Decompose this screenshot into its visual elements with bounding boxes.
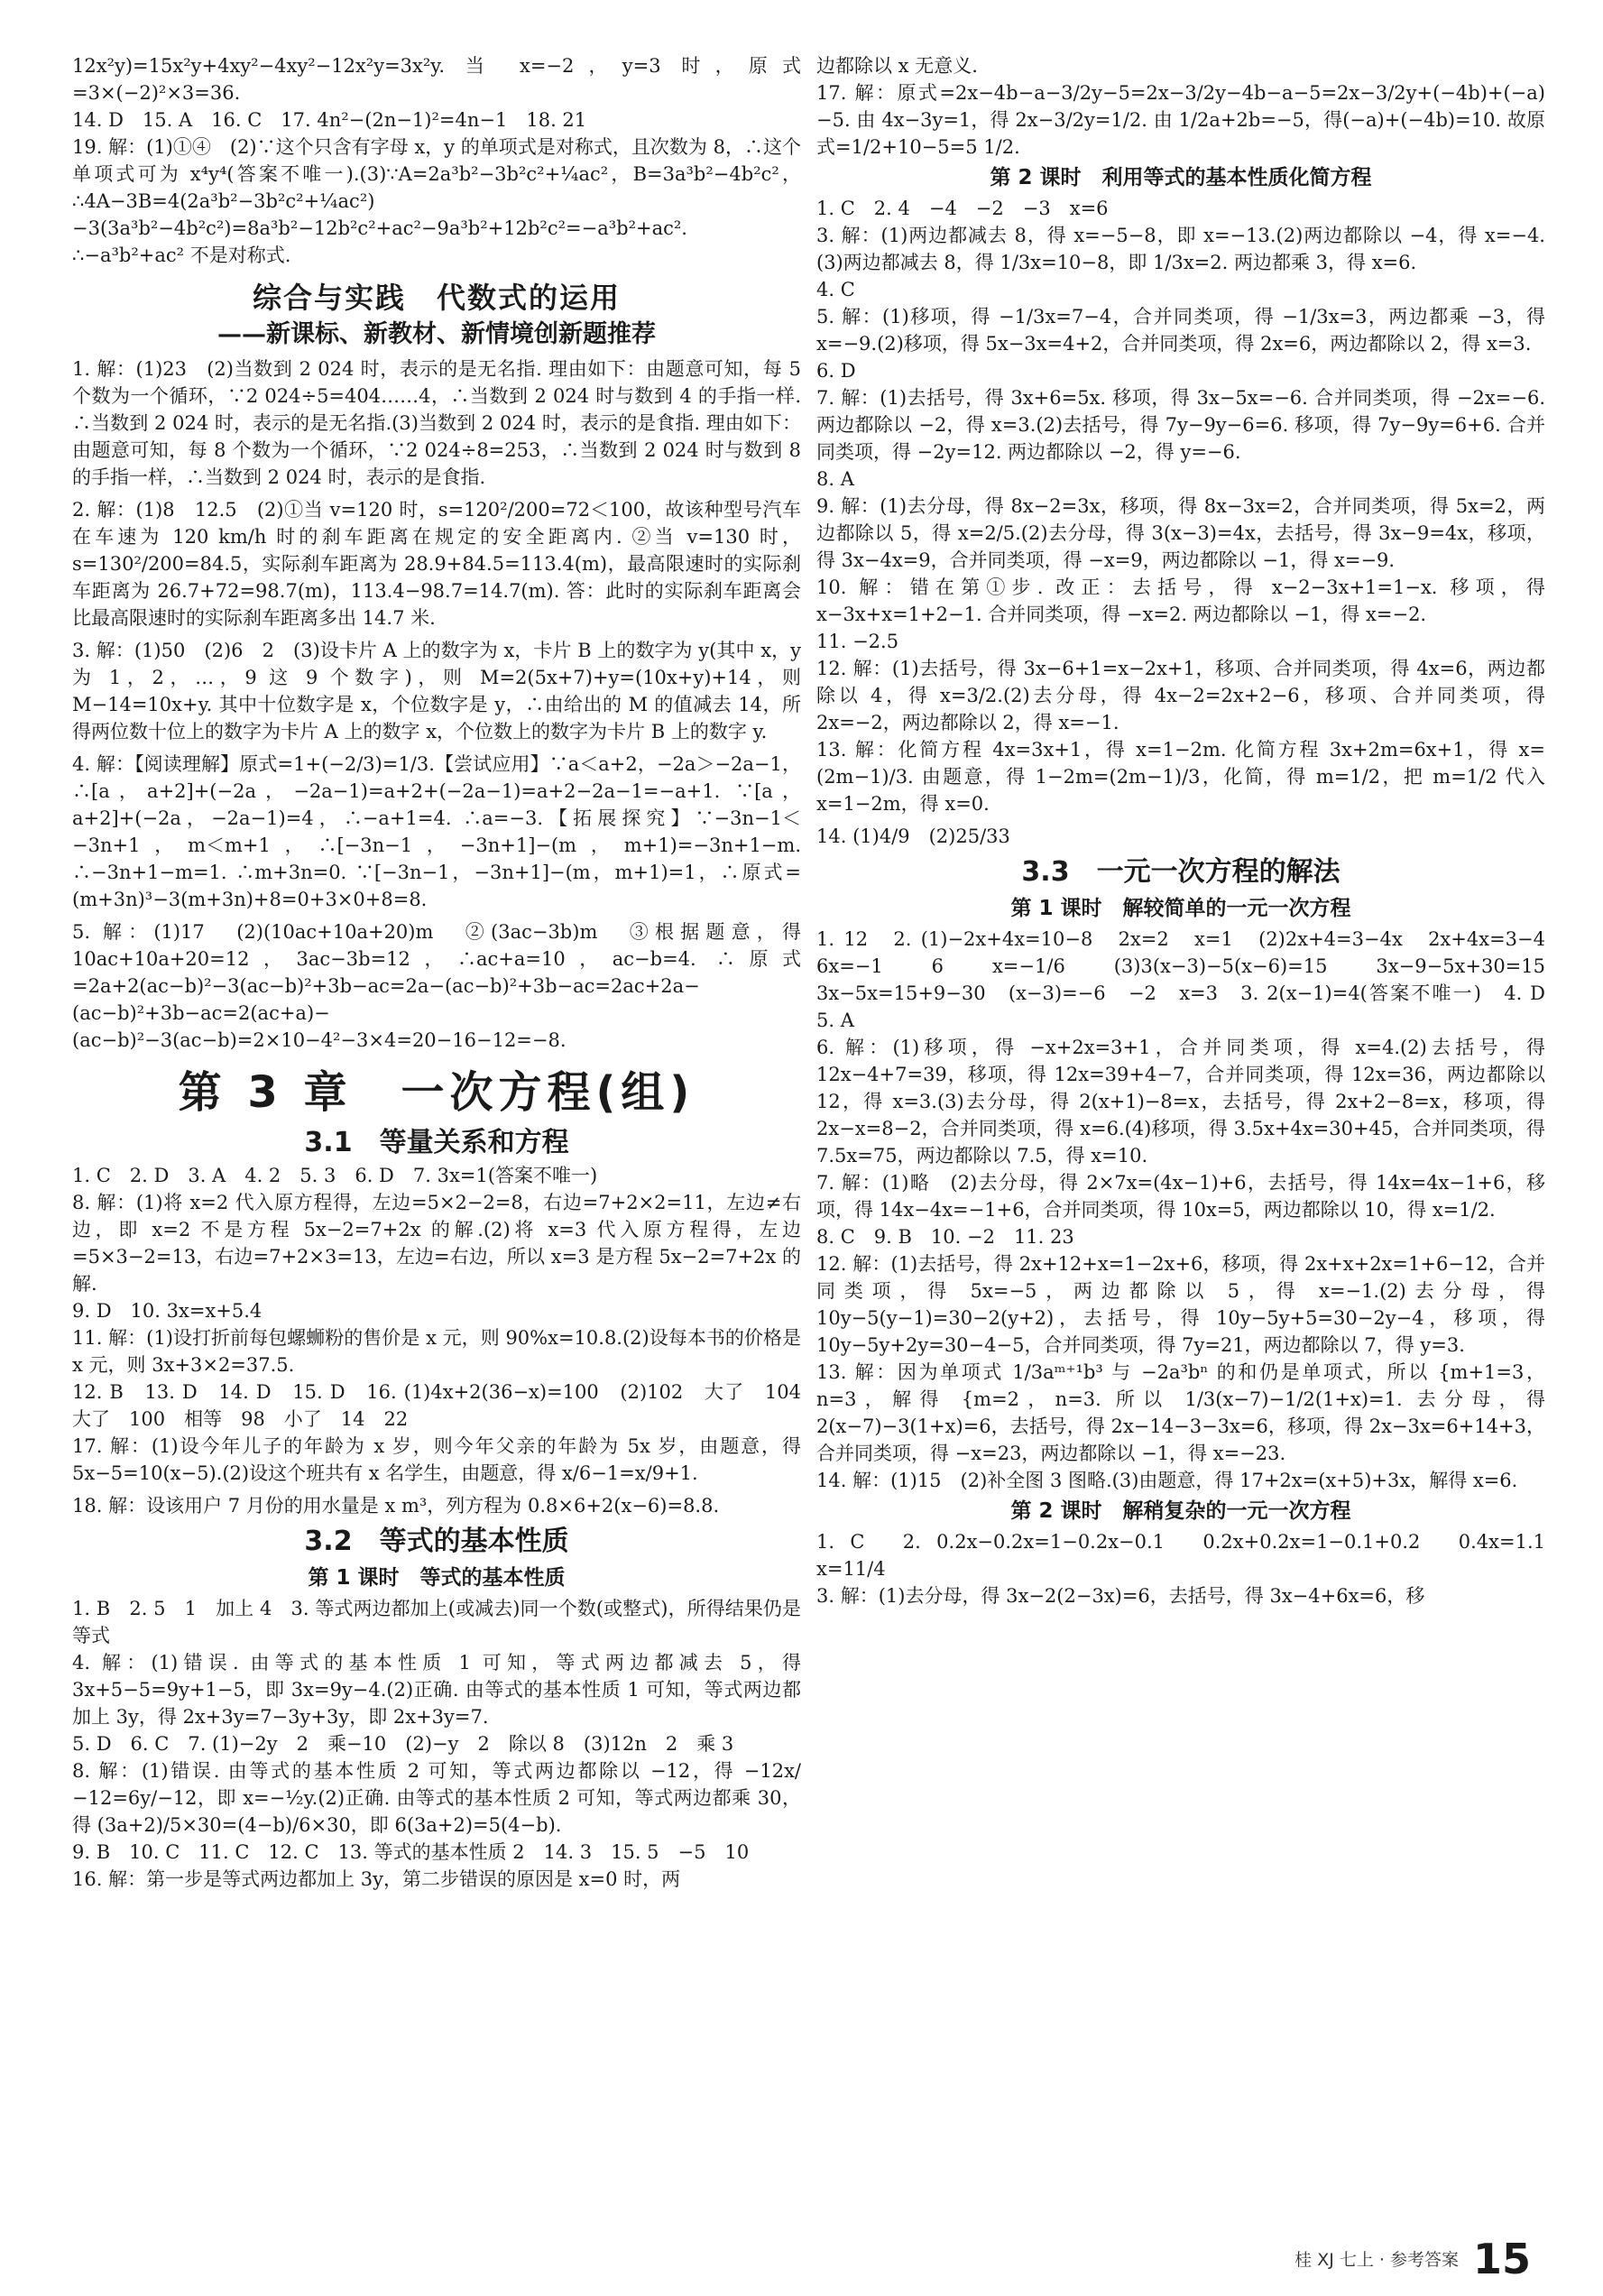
answer-line: 6. D (816, 360, 856, 382)
answer-11: 11. 解：(1)设打折前每包螺蛳粉的售价是 x 元，则 90%x=10.8.(2)设每本书的价格是 x 元，则 3x+3×2=37.5. (72, 1327, 801, 1376)
answer-5: 5. 解：(1)17 (2)(10ac+10a+20)m ②(3ac−3b)m ③根据题意，得 10ac+10a+20=12，3ac−3b=12，∴ac+a=10，ac−b=4. ∴原式=2a+2(ac−b)²−3(ac−b)²+3b−ac=2a−(ac−b)²+3b−ac=2ac+2a−(ac−b)²+3b−ac=2(ac+a)−(ac−b)²−3(ac−b)=2×10−4²−3×4=20−16−12=−8. (72, 921, 801, 1051)
answer-13: 13. 解：化简方程 4x=3x+1，得 x=1−2m. 化简方程 3x+2m=6x+1，得 x=(2m−1)/3. 由题意，得 1−2m=(2m−1)/3，化简，得 m=1/2，把 m=1/2 代入 x=1−2m，得 x=0. (816, 739, 1545, 815)
answer-3: 3. 解：(1)50 (2)6 2 (3)设卡片 A 上的数字为 x，卡片 B 上的数字为 y(其中 x，y 为 1，2，…，9 这 9 个数字)，则 M=2(5x+7)+y=(10x+y)+14，则 M−14=10x+y. 其中十位数字是 x，个位数字是 y，∴由给出的 M 的值减去 14，所得两位数十位上的数字为卡片 A 上的数字 x，个位数上的数字为卡片 B 上的数字 y. (72, 640, 801, 742)
lesson-title: 第 2 课时 利用等式的基本性质化简方程 (990, 166, 1372, 189)
answer-4: 4. 解：【阅读理解】原式=1+(−2/3)=1/3.【尝试应用】∵a＜a+2，−2a＞−2a−1，∴[a，a+2]+(−2a，−2a−1)=a+2+(−2a−1)=a+2−2a−1=−a+1. ∵[a，a+2]+(−2a，−2a−1)=4，∴−a+1=4. ∴a=−3.【拓展探究】∵−3n−1＜−3n+1，m＜m+1，∴[−3n−1，−3n+1]−(m，m+1)=−3n+1−m. ∴−3n+1−m=1. ∴m+3n=0. ∵[−3n−1，−3n+1]−(m，m+1)=1，∴原式=(m+3n)³−3(m+3n)+8=0+3×0+8=8. (72, 753, 801, 910)
answer-line: 1. C 2. 0.2x−0.2x=1−0.2x−0.1 0.2x+0.2x=1−0.1+0.2 0.4x=1.1 x=11/4 (816, 1531, 1564, 1580)
answer-9: 9. 解：(1)去分母，得 8x−2=3x，移项，得 8x−3x=2，合并同类项，得 5x=2，两边都除以 5，得 x=2/5.(2)去分母，得 3(x−3)=4x，去括号，得 3x−9=4x，移项，得 3x−4x=9，合并同类项，得 −x=9，两边都除以 −1，得 x=−9. (816, 495, 1545, 571)
lesson-title: 第 2 课时 解稍复杂的一元一次方程 (1010, 1499, 1351, 1523)
answer-14: 14. 解：(1)15 (2)补全图 3 图略.(3)由题意，得 17+2x=(x+5)+3x，解得 x=6. (816, 1470, 1518, 1491)
answer-3: 3. 解：(1)两边都减去 8，得 x=−5−8，即 x=−13.(2)两边都除以 −4，得 x=−4.(3)两边都减去 8，得 1/3x=10−8，即 1/3x=2. 两边都乘 3，得 x=6. (816, 225, 1545, 273)
lesson-title: 第 1 课时 解较简单的一元一次方程 (1010, 897, 1351, 920)
answer-line: 1. C 2. D 3. A 4. 2 5. 3 6. D 7. 3x=1(答案不唯一) (72, 1165, 598, 1186)
answer-7: 7. 解：(1)去括号，得 3x+6=5x. 移项，得 3x−5x=−6. 合并同类项，得 −2x=−6. 两边都除以 −2，得 x=3.(2)去括号，得 7y−9y−6=6. 移项，得 7y−9y=6+6. 合并同类项，得 −2y=12. 两边都除以 −2，得 y=−6. (816, 387, 1545, 463)
answer-17: 17. 解：原式=2x−4b−a−3/2y−5=2x−3/2y−4b−a−5=2x−3/2y+(−4b)+(−a)−5. 由 4x−3y=1，得 2x−3/2y=1/2. 由 1/2a+2b=−5，得(−a)+(−4b)=10. 故原式=1/2+10−5=5 1/2. (816, 82, 1545, 158)
answer-18: 18. 解：设该用户 7 月份的用水量是 x m³，列方程为 0.8×6+2(x−6)=8.8. (72, 1495, 720, 1517)
answer-continuation: 边都除以 x 无意义. (816, 55, 978, 77)
left-column (72, 52, 820, 1893)
answer-1: 1. 解：(1)23 (2)当数到 2 024 时，表示的是无名指. 理由如下：由题意可知，每 5 个数为一个循环，∵2 024÷5=404……4，∴当数到 2 024 时与数到 4 的手指一样. ∴当数到 2 024 时，表示的是无名指.(3)当数到 2 024 时，表示的是食指. 理由如下：由题意可知，每 8 个数为一个循环，∵2 024÷8=253，∴当数到 2 024 时与数到 8 的手指一样，∴当数到 2 024 时，表示的是食指. (72, 358, 801, 488)
answer-8: 8. 解：(1)将 x=2 代入原方程得，左边=5×2−2=8，右边=7+2×2=11，左边≠右边，即 x=2 不是方程 5x−2=7+2x 的解.(2)将 x=3 代入原方程得，左边=5×3−2=13，右边=7+2×3=13，左边=右边，所以 x=3 是方程 5x−2=7+2x 的解. (72, 1192, 801, 1295)
right-column (816, 52, 1564, 1609)
section-3-1-title: 3.1 等量关系和方程 (304, 1127, 569, 1158)
answer-line: 5. D 6. C 7. (1)−2y 2 乘−10 (2)−y 2 除以 8 (3)12n 2 乘 3 (72, 1733, 734, 1755)
answer-line: 1. B 2. 5 1 加上 4 3. 等式两边都加上(或减去)同一个数(或整式)，所得结果仍是等式 (72, 1598, 801, 1646)
section-3-3-title: 3.3 一元一次方程的解法 (1021, 856, 1340, 888)
page-number: 15 (1472, 2235, 1531, 2283)
answer-12: 12. 解：(1)去括号，得 2x+12+x=1−2x+6，移项，得 2x+x+2x=1+6−12，合并同类项，得 5x=−5，两边都除以 5，得 x=−1.(2)去分母，得 10y−5(y−1)=30−2(y+2)，去括号，得 10y−5y+5=30−2y−4，移项，得 10y−5y+2y=30−4−5，合并同类项，得 7y=21，两边都除以 7，得 y=3. (816, 1253, 1545, 1356)
answer-12: 12. 解：(1)去括号，得 3x−6+1=x−2x+1，移项、合并同类项，得 4x=6，两边都除以 4，得 x=3/2.(2)去分母，得 4x−2=2x+2−6，移项、合并同类项，得 2x=−2，两边都除以 2，得 x=−1. (816, 658, 1545, 733)
answer-17: 17. 解：(1)设今年儿子的年龄为 x 岁，则今年父亲的年龄为 5x 岁，由题意，得 5x−5=10(x−5).(2)设这个班共有 x 名学生，由题意，得 x/6−1=x/9+1. (72, 1435, 801, 1484)
answer-16: 16. 解：第一步是等式两边都加上 3y，第二步错误的原因是 x=0 时，两 (72, 1868, 681, 1890)
answer-line: 8. C 9. B 10. −2 11. 23 (816, 1226, 1074, 1248)
answer-10: 10. 解：错在第①步. 改正：去括号，得 x−2−3x+1=1−x. 移项，得 x−3x+x=1+2−1. 合并同类项，得 −x=2. 两边都除以 −1，得 x=−2. (816, 576, 1545, 625)
answer-line: 12. B 13. D 14. D 15. D 16. (1)4x+2(36−x)=100 (2)102 大了 104 大了 100 相等 98 小了 14 22 (72, 1381, 820, 1430)
answer-line: 8. A (816, 468, 854, 490)
lesson-title: 第 1 课时 等式的基本性质 (308, 1566, 566, 1590)
answer-3: 3. 解：(1)去分母，得 3x−2(2−3x)=6，去括号，得 3x−4+6x=6，移 (816, 1585, 1425, 1607)
answer-19: 19. 解：(1)①④ (2)∵这个只含有字母 x，y 的单项式是对称式，且次数为 8，∴这个单项式可为 x⁴y⁴(答案不唯一).(3)∵A=2a³b²−3b²c²+¼ac²，B=3a³b²−4b²c²，∴4A−3B=4(2a³b²−3b²c²+¼ac²)−3(3a³b²−4b²c²)=8a³b²−12b²c²+ac²−9a³b²+12b²c²=−a³b²+ac². ∴−a³b²+ac² 不是对称式. (72, 136, 801, 266)
footer-label: 桂 XJ 七上 · 参考答案 (1294, 2250, 1459, 2270)
answer-7: 7. 解：(1)略 (2)去分母，得 2×7x=(4x−1)+6，去括号，得 14x=4x−1+6，移项，得 14x−4x=−1+6，合并同类项，得 10x=5，两边都除以 10，得 x=1/2. (816, 1172, 1545, 1221)
answer-2: 2. 解：(1)8 12.5 (2)①当 v=120 时，s=120²/200=72＜100，故该种型号汽车在车速为 120 km/h 时的刹车距离在规定的安全距离内. ②当 v=130 时，s=130²/200=84.5，实际刹车距离为 28.9+84.5=113.4(m)，最高限速时的实际刹车距离为 26.7+72=98.7(m)，113.4−98.7=14.7(m). 答：此时的实际刹车距离会比最高限速时的实际刹车距离多出 14.7 米. (72, 499, 801, 629)
answer-line: 11. −2.5 (816, 631, 899, 652)
answer-line: 9. D 10. 3x=x+5.4 (72, 1300, 263, 1322)
answer-14: 14. (1)4/9 (2)25/33 (816, 825, 1010, 847)
answer-13: 13. 解：因为单项式 1/3aᵐ⁺¹b³ 与 −2a³bⁿ 的和仍是单项式，所以 {m+1=3，n=3，解得 {m=2，n=3. 所以 1/3(x−7)−1/2(1+x)=1. 去分母，得 2(x−7)−3(1+x)=6，去括号，得 2x−14−3−3x=6，移项，得 2x−3x=6+14+3，合并同类项，得 −x=23，两边都除以 −1，得 x=−23. (816, 1361, 1545, 1464)
answer-6: 6. 解：(1)移项，得 −x+2x=3+1，合并同类项，得 x=4.(2)去括号，得 12x−4+7=39，移项，得 12x=39+4−7，合并同类项，得 12x=36，两边都除以 12，得 x=3.(3)去分母，得 2(x+1)−8=x，去括号，得 2x+2−8=x，移项，得 2x−x=8−2，合并同类项，得 x=6.(4)移项，得 3.5x+4x=30+45，合并同类项，得 7.5x=75，两边都除以 7.5，得 x=10. (816, 1037, 1545, 1166)
section-title-practice: 综合与实践 代数式的运用 (252, 281, 621, 315)
chapter-title: 第 3 章 一次方程(组) (178, 1067, 696, 1118)
answer-line: 9. B 10. C 11. C 12. C 13. 等式的基本性质 2 14. 3 15. 5 −5 10 (72, 1841, 750, 1863)
answer-4: 4. 解：(1)错误. 由等式的基本性质 1 可知，等式两边都减去 5，得 3x+5−5=9y+1−5，即 3x=9y−4.(2)正确. 由等式的基本性质 1 可知，等式两边都加上 3y，得 2x+3y=7−3y+3y，即 2x+3y=7. (72, 1652, 801, 1728)
answer-5: 5. 解：(1)移项，得 −1/3x=7−4，合并同类项，得 −1/3x=3，两边都乘 −3，得 x=−9.(2)移项，得 5x−3x=4+2，合并同类项，得 2x=6，两边都除以 2，得 x=3. (816, 306, 1545, 355)
answer-line: 1. C 2. 4 −4 −2 −3 x=6 (816, 198, 1109, 219)
answer-line: 4. C (816, 279, 855, 300)
section-subtitle: ——新课标、新教材、新情境创新题推荐 (217, 320, 656, 348)
answer-line: 12x²y)=15x²y+4xy²−4xy²−12x²y=3x²y. 当 x=−2，y=3 时，原式=3×(−2)²×3=36. (72, 55, 801, 104)
section-3-2-title: 3.2 等式的基本性质 (304, 1526, 569, 1557)
answer-8: 8. 解：(1)错误. 由等式的基本性质 2 可知，等式两边都除以 −12，得 −12x/−12=6y/−12，即 x=−½y.(2)正确. 由等式的基本性质 2 可知，等式两边都乘 30，得 (3a+2)/5×30=(4−b)/6×30，即 6(3a+2)=5(4−b). (72, 1760, 801, 1836)
answer-line: 14. D 15. A 16. C 17. 4n²−(2n−1)²=4n−1 18. 21 (72, 109, 587, 131)
answer-line: 1. 12 2. (1)−2x+4x=10−8 2x=2 x=1 (2)2x+4=3−4x 2x+4x=3−4 6x=−1 6 x=−1/6 (3)3(x−3)−5(x−6)=15 3x−9−5x+30=15 3x−5x=15+9−30 (x−3)=−6 −2 x=3 3. 2(x−1)=4(答案不唯一) 4. D 5. A (816, 928, 1564, 1031)
